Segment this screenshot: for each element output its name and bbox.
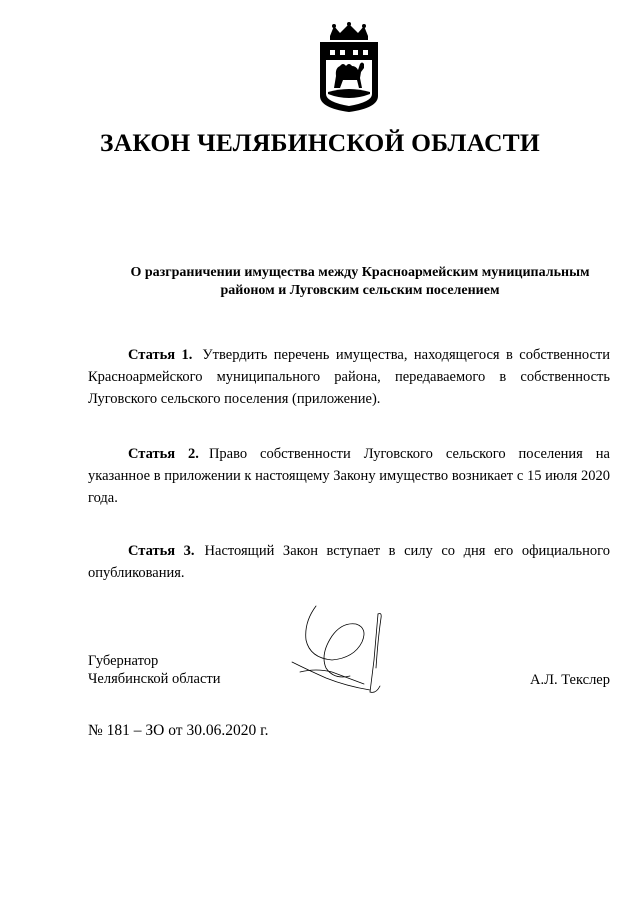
handwritten-signature xyxy=(286,598,398,702)
coat-of-arms-emblem xyxy=(316,22,382,114)
subtitle-line-1: О разграничении имущества между Красноармейским муниципальным xyxy=(130,265,590,280)
position-line-2: Челябинской области xyxy=(88,671,221,687)
article-2 xyxy=(88,443,610,509)
document-title: ЗАКОН ЧЕЛЯБИНСКОЙ ОБЛАСТИ xyxy=(100,128,540,157)
registration-number: № 181 – ЗО от 30.06.2020 г. xyxy=(88,722,269,739)
article-1 xyxy=(88,344,610,410)
article-1-text: Утвердить перечень имущества, находящегося в собственности Красноармейского муниципального района, передаваемого в собственность Луговского сельского поселения (приложение). xyxy=(88,347,611,407)
article-2-label: Статья 2. xyxy=(128,446,199,462)
governor-position xyxy=(88,652,221,688)
article-2-text: Право собственности Луговского сельского поселения на указанное в приложении к настоящему Закону имущество возникает с 15 июля 2020 года. xyxy=(88,446,610,506)
article-3 xyxy=(88,540,610,584)
law-subtitle xyxy=(80,264,640,300)
article-3-text: Настоящий Закон вступает в силу со дня его официального опубликования. xyxy=(88,543,611,581)
governor-name: А.Л. Текслер xyxy=(530,672,610,688)
article-3-label: Статья 3. xyxy=(128,543,195,559)
position-line-1: Губернатор xyxy=(88,653,159,669)
article-1-label: Статья 1. xyxy=(128,347,193,363)
subtitle-line-2: районом и Луговским сельским поселением xyxy=(220,283,500,298)
